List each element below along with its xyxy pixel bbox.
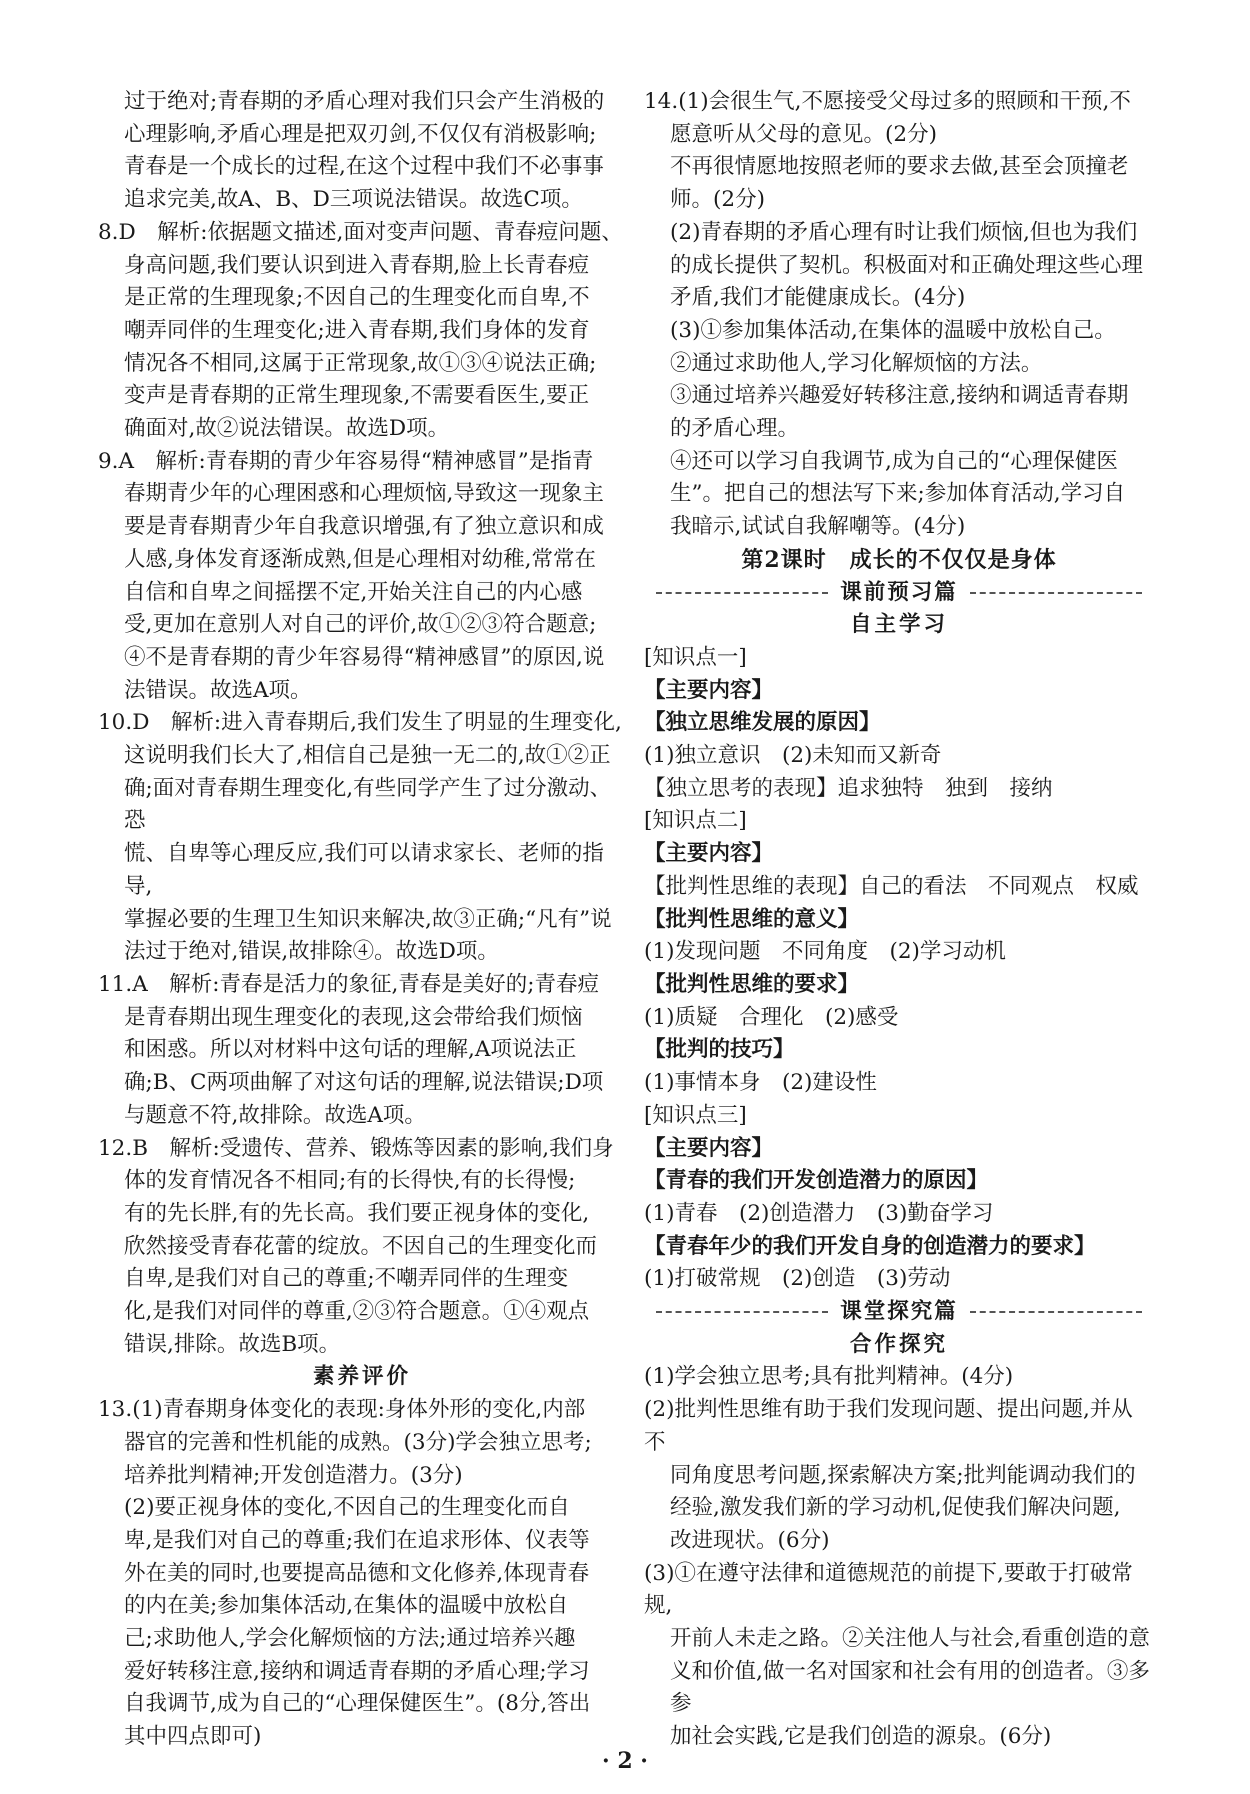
text-line: 追求完美,故A、B、D三项说法错误。故选C项。 [124,187,583,213]
text-line: 是青春期出现生理变化的表现,这会带给我们烦恼 [124,1004,583,1030]
text-line: 与题意不符,故排除。故选A项。 [124,1102,426,1128]
text-line: 错误,排除。故选B项。 [124,1331,341,1357]
text-line: 器官的完善和性机能的成熟。(3分)学会独立思考; [124,1429,592,1455]
text-line: 矛盾,我们才能健康成长。(4分) [670,285,966,311]
text-line: 自信和自卑之间摇摆不定,开始关注自己的内心感 [124,579,583,605]
text-line: [知识点二] [644,808,747,834]
section-heading: 合作探究 [849,1331,948,1357]
text-line: (1)质疑 合理化 (2)感受 [644,1004,899,1030]
text-line: (2)批判性思维有助于我们发现问题、提出问题,并从不 [644,1397,1133,1455]
text-line: 改进现状。(6分) [670,1527,830,1553]
text-line: 12.B 解析:受遗传、营养、锻炼等因素的影响,我们身 [98,1135,614,1161]
text-line: 14.(1)会很生气,不愿接受父母过多的照顾和干预,不 [644,89,1131,114]
text-line: (2)青春期的矛盾心理有时让我们烦恼,但也为我们 [670,219,1138,245]
text-line: 欣然接受青春花蕾的绽放。不因自己的生理变化而 [124,1233,598,1259]
text-line: 慌、自卑等心理反应,我们可以请求家长、老师的指导, [124,841,604,899]
text-line: 开前人未走之路。②关注他人与社会,看重创造的意 [670,1626,1150,1652]
text-line: (1)打破常规 (2)创造 (3)劳动 [644,1266,951,1292]
knowledge-label: 【批判性思维的要求】 [644,971,860,997]
text-line: 化,是我们对同伴的尊重,②③符合题意。①④观点 [124,1299,590,1325]
dashed-divider [970,592,1142,594]
banner-title: 课前预习篇 [840,579,958,605]
text-line: 11.A 解析:青春是活力的象征,青春是美好的;青春痘 [98,971,600,997]
knowledge-label: 【批判性思维的意义】 [644,906,860,932]
text-line: 身高问题,我们要认识到进入青春期,脸上长青春痘 [124,252,590,278]
text-line: 变声是青春期的正常生理现象,不需要看医生,要正 [124,383,590,409]
text-line: 10.D 解析:进入青春期后,我们发生了明显的生理变化, [98,710,622,736]
text-line: 过于绝对;青春期的矛盾心理对我们只会产生消极的 [124,89,605,114]
text-line: 体的发育情况各不相同;有的长得快,有的长得慢; [124,1168,576,1194]
text-line: (1)学会独立思考;具有批判精神。(4分) [644,1364,1014,1390]
text-line: 的成长提供了契机。积极面对和正确处理这些心理 [670,252,1144,278]
text-line: 有的先长胖,有的先长高。我们要正视身体的变化, [124,1200,590,1226]
text-line: 确面对,故②说法错误。故选D项。 [124,416,450,442]
text-line: 这说明我们长大了,相信自己是独一无二的,故①②正 [124,743,611,769]
text-line: 人感,身体发育逐渐成熟,但是心理相对幼稚,常常在 [124,546,597,572]
text-line: 其中四点即可) [124,1724,262,1750]
section-banner [644,1296,1154,1329]
text-line: 确;B、C两项曲解了对这句话的理解,说法错误;D项 [124,1070,604,1096]
text-line: (1)青春 (2)创造潜力 (3)勤奋学习 [644,1200,994,1226]
text-line: 8.D 解析:依据题文描述,面对变声问题、青春痘问题、 [98,219,623,245]
text-line: 受,更加在意别人对自己的评价,故①②③符合题意; [124,612,597,638]
text-line: ④还可以学习自我调节,成为自己的“心理保健医 [670,448,1118,474]
text-line: (1)事情本身 (2)建设性 [644,1070,877,1096]
text-line: 同角度思考问题,探索解决方案;批判能调动我们的 [670,1462,1136,1488]
text-line: 我暗示,试试自我解嘲等。(4分) [670,514,966,540]
dashed-divider [656,592,828,594]
text-line: 己;求助他人,学会化解烦恼的方法;通过培养兴趣 [124,1626,576,1652]
text-line: (3)①参加集体活动,在集体的温暖中放松自己。 [670,317,1116,343]
text-line: 法错误。故选A项。 [124,677,312,703]
text-line: 情况各不相同,这属于正常现象,故①③④说法正确; [124,350,597,376]
text-line: 生”。把自己的想法写下来;参加体育活动,学习自 [670,481,1126,507]
text-line: 卑,是我们对自己的尊重;我们在追求形体、仪表等 [124,1527,590,1553]
text-line: 法过于绝对,错误,故排除④。故选D项。 [124,939,499,965]
text-line: (1)独立意识 (2)未知而又新奇 [644,743,942,769]
text-line: (2)要正视身体的变化,不因自己的生理变化而自 [124,1495,570,1521]
text-line: 外在美的同时,也要提高品德和文化修养,体现青春 [124,1560,590,1586]
text-line: 的矛盾心理。 [670,416,800,442]
text-line: 9.A 解析:青春期的青少年容易得“精神感冒”是指青 [98,448,594,474]
text-line: 爱好转移注意,接纳和调适青春期的矛盾心理;学习 [124,1658,590,1684]
text-line: 【批判性思维的表现】自己的看法 不同观点 权威 [644,873,1139,899]
section-heading: 自主学习 [849,612,948,638]
knowledge-label: 【主要内容】 [644,841,774,867]
text-line: ③通过培养兴趣爱好转移注意,接纳和调适青春期 [670,383,1129,409]
text-line: 愿意听从父母的意见。(2分) [670,121,937,147]
lesson-title: 第2课时 成长的不仅仅是身体 [741,546,1057,573]
text-line: 确;面对青春期生理变化,有些同学产生了过分激动、恐 [124,775,612,834]
text-line: 加社会实践,它是我们创造的源泉。(6分) [670,1724,1052,1750]
knowledge-label: 【青春年少的我们开发自身的创造潜力的要求】 [644,1233,1096,1259]
text-line: 不再很情愿地按照老师的要求去做,甚至会顶撞老 [670,154,1129,180]
text-line: 的内在美;参加集体活动,在集体的温暖中放松自 [124,1593,569,1619]
dashed-divider [970,1311,1142,1313]
text-line: 经验,激发我们新的学习动机,促使我们解决问题, [670,1495,1121,1521]
banner-title: 课堂探究篇 [840,1299,958,1325]
left-column [98,86,626,1754]
text-line: 师。(2分) [670,187,765,213]
section-banner [644,577,1154,610]
text-line: 心理影响,矛盾心理是把双刃剑,不仅仅有消极影响; [124,121,597,147]
text-line: 嘲弄同伴的生理变化;进入青春期,我们身体的发育 [124,317,590,343]
text-line: (3)①在遵守法律和道德规范的前提下,要敢于打破常规, [644,1560,1133,1619]
text-line: 和困惑。所以对材料中这句话的理解,A项说法正 [124,1037,577,1063]
text-line: [知识点三] [644,1102,747,1128]
text-line: 青春是一个成长的过程,在这个过程中我们不必事事 [124,154,604,180]
right-column [644,86,1154,1754]
text-line: [知识点一] [644,644,747,670]
text-line: 义和价值,做一名对国家和社会有用的创造者。③多参 [670,1658,1150,1717]
knowledge-label: 【主要内容】 [644,1135,774,1161]
text-line: ②通过求助他人,学习化解烦恼的方法。 [670,350,1043,376]
knowledge-label: 【批判的技巧】 [644,1037,795,1063]
text-line: 掌握必要的生理卫生知识来解决,故③正确;“凡有”说 [124,906,612,932]
text-line: 要是青春期青少年自我意识增强,有了独立意识和成 [124,514,604,540]
text-line: 是正常的生理现象;不因自己的生理变化而自卑,不 [124,285,590,311]
text-line: 13.(1)青春期身体变化的表现:身体外形的变化,内部 [98,1397,586,1423]
section-heading: 素养评价 [312,1364,411,1390]
text-line: ④不是青春期的青少年容易得“精神感冒”的原因,说 [124,644,605,670]
text-line: 自我调节,成为自己的“心理保健医生”。(8分,答出 [124,1691,591,1717]
dashed-divider [656,1311,828,1313]
text-line: (1)发现问题 不同角度 (2)学习动机 [644,939,1006,965]
text-line: 培养批判精神;开发创造潜力。(3分) [124,1462,463,1488]
page-number: · 2 · [602,1748,648,1774]
text-line: 【独立思考的表现】追求独特 独到 接纳 [644,775,1053,801]
knowledge-label: 【主要内容】 [644,677,774,703]
knowledge-label: 【独立思维发展的原因】 [644,710,881,736]
text-line: 春期青少年的心理困惑和心理烦恼,导致这一现象主 [124,481,604,507]
text-line: 自卑,是我们对自己的尊重;不嘲弄同伴的生理变 [124,1266,569,1292]
knowledge-label: 【青春的我们开发创造潜力的原因】 [644,1168,989,1194]
